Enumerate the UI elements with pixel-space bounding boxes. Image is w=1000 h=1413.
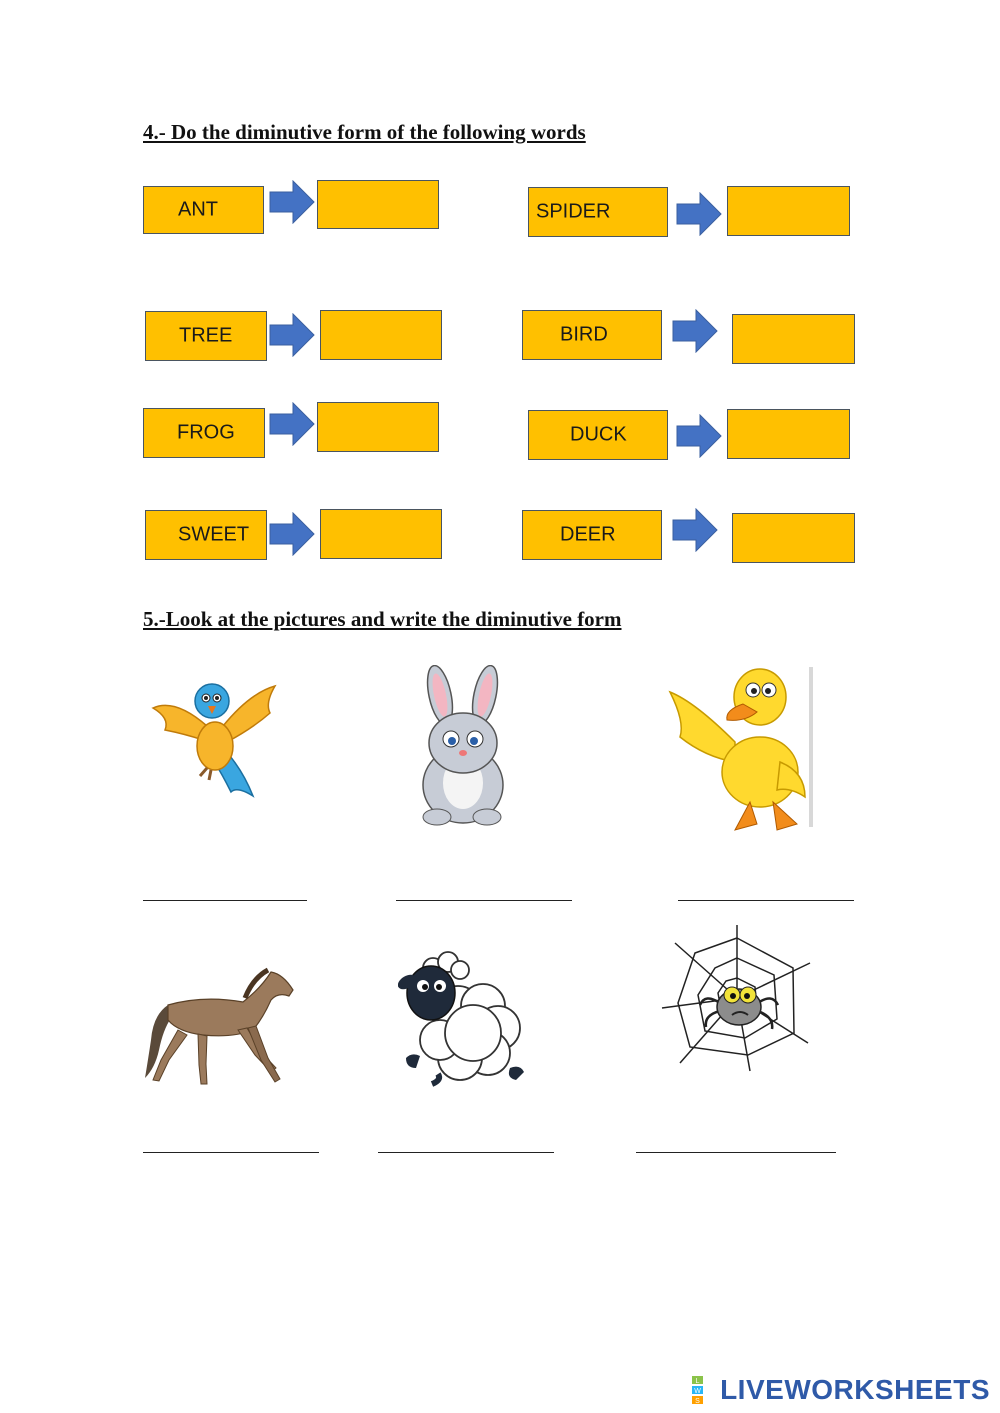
answer-line-bird[interactable] <box>143 900 307 901</box>
answer-box-tree[interactable] <box>320 310 442 360</box>
answer-line-horse[interactable] <box>143 1152 319 1153</box>
answer-box-sweet[interactable] <box>320 509 442 559</box>
logo-letter: S <box>695 1398 700 1404</box>
sheep-picture <box>398 948 528 1088</box>
arrow-right-icon <box>269 180 315 224</box>
word-box-duck <box>528 410 668 460</box>
answer-box-ant[interactable] <box>317 180 439 229</box>
exercise-4-title: 4.- Do the diminutive form of the following words <box>143 120 586 144</box>
arrow-right-icon <box>676 192 722 236</box>
word-label: DEER <box>560 523 616 546</box>
word-box-deer <box>522 510 662 560</box>
answer-line-duck[interactable] <box>678 900 854 901</box>
arrow-right-icon <box>269 313 315 357</box>
arrow-right-icon <box>269 512 315 556</box>
word-box-tree <box>145 311 267 361</box>
answer-box-deer[interactable] <box>732 513 855 563</box>
answer-box-frog[interactable] <box>317 402 439 452</box>
word-box-sweet <box>145 510 267 560</box>
liveworksheets-logo-icon <box>692 1376 716 1404</box>
answer-line-sheep[interactable] <box>378 1152 554 1153</box>
arrow-right-icon <box>672 508 718 552</box>
arrow-right-icon <box>676 414 722 458</box>
word-label: TREE <box>179 324 233 347</box>
answer-box-duck[interactable] <box>727 409 850 459</box>
liveworksheets-brand <box>692 1375 990 1405</box>
exercise-5-title: 5.-Look at the pictures and write the diminutive form <box>143 607 622 631</box>
spider-picture <box>660 923 814 1073</box>
word-label: ANT <box>178 198 218 221</box>
word-box-bird <box>522 310 662 360</box>
bird-picture <box>145 668 285 803</box>
rabbit-picture <box>405 665 515 828</box>
word-label: BIRD <box>560 323 608 346</box>
logo-letter: L <box>695 1378 700 1385</box>
answer-box-spider[interactable] <box>727 186 850 236</box>
word-box-ant <box>143 186 264 234</box>
arrow-right-icon <box>672 309 718 353</box>
word-box-spider <box>528 187 668 237</box>
brand-name: LIVEWORKSHEETS <box>720 1374 990 1405</box>
answer-line-spider[interactable] <box>636 1152 836 1153</box>
word-label: SPIDER <box>536 200 611 223</box>
word-label: SWEET <box>178 523 250 546</box>
answer-line-rabbit[interactable] <box>396 900 572 901</box>
logo-letter: W <box>694 1388 701 1395</box>
word-label: FROG <box>177 421 235 444</box>
duck-picture <box>665 662 835 837</box>
word-box-frog <box>143 408 265 458</box>
arrow-right-icon <box>269 402 315 446</box>
horse-picture <box>143 960 298 1090</box>
word-label: DUCK <box>570 423 627 446</box>
answer-box-bird[interactable] <box>732 314 855 364</box>
